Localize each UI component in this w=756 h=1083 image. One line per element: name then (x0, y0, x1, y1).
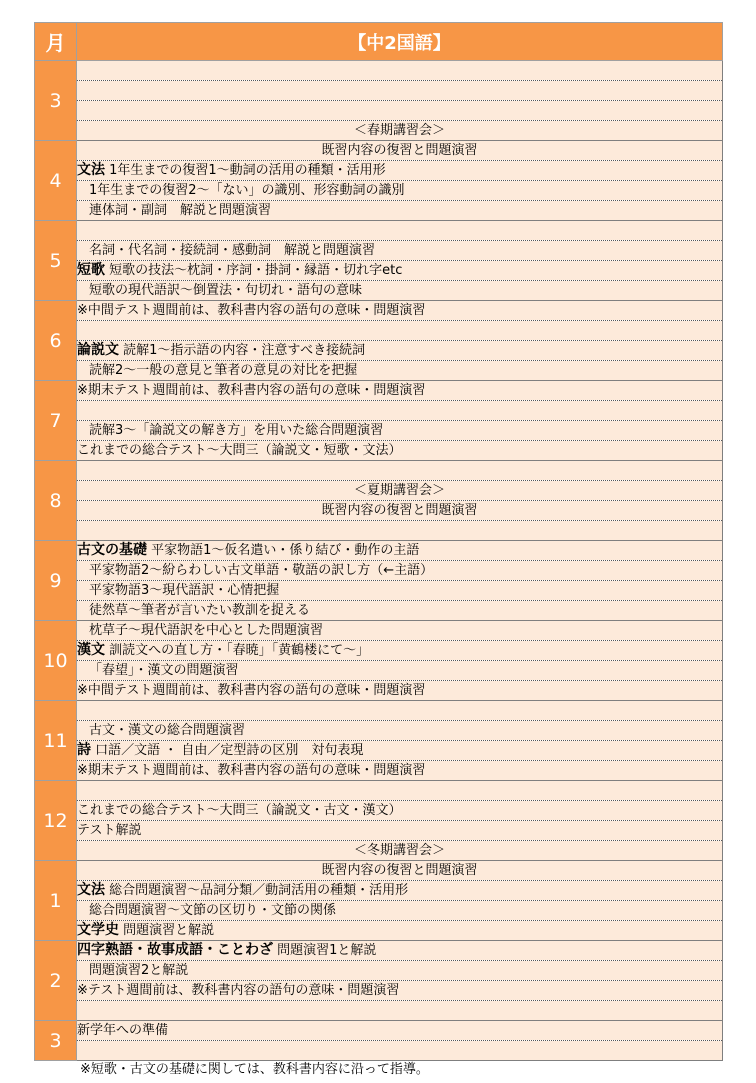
topic-label: 短歌 (77, 262, 105, 278)
table-row (35, 801, 723, 821)
table-row (35, 321, 723, 341)
schedule-line (77, 741, 723, 761)
table-row (35, 461, 723, 481)
table-row (35, 781, 723, 801)
line-text: 枕草子～現代語訳を中心とした問題演習 (89, 623, 324, 638)
footnote: ※短歌・古文の基礎に関しては、教科書内容に沿って指導。 (80, 1062, 429, 1077)
line-text: 連体詞・副詞 解説と問題演習 (89, 203, 272, 218)
line-text: 訓読文への直し方・「春暁」「黄鶴楼にて～」 (105, 643, 370, 658)
schedule-line (77, 341, 723, 361)
line-text: ＜春期講習会＞ (353, 123, 445, 138)
table-row (35, 481, 723, 501)
schedule-line (77, 981, 723, 1001)
month-cell: 1 (35, 861, 77, 941)
line-text: 既習内容の復習と問題演習 (321, 503, 478, 518)
month-cell: 8 (35, 461, 77, 541)
line-text: ※中間テスト週間前は、教科書内容の語句の意味・問題演習 (77, 683, 426, 698)
schedule-line (77, 141, 723, 161)
table-row (35, 381, 723, 401)
schedule-line (77, 921, 723, 941)
table-row (35, 541, 723, 561)
table-row (35, 961, 723, 981)
table-row (35, 301, 723, 321)
schedule-line (77, 681, 723, 701)
schedule-line (77, 521, 723, 541)
table-row (35, 81, 723, 101)
month-cell: 11 (35, 701, 77, 781)
topic-label: 文法 (77, 882, 105, 898)
line-text: 問題演習1と解説 (273, 943, 377, 958)
line-text: 1年生までの復習2～「ない」の識別、形容動詞の識別 (89, 183, 405, 198)
schedule-line (77, 841, 723, 861)
table-row (35, 921, 723, 941)
schedule-line (77, 661, 723, 681)
month-cell: 9 (35, 541, 77, 621)
table-row (35, 501, 723, 521)
line-text: 徒然草～筆者が言いたい教訓を捉える (89, 603, 311, 618)
table-row (35, 101, 723, 121)
table-row (35, 761, 723, 781)
line-text: ※中間テスト週間前は、教科書内容の語句の意味・問題演習 (77, 303, 426, 318)
schedule-line (77, 441, 723, 461)
schedule-line (77, 641, 723, 661)
table-row (35, 221, 723, 241)
table-row (35, 741, 723, 761)
schedule-line (77, 281, 723, 301)
table-row (35, 121, 723, 141)
table-row (35, 821, 723, 841)
month-cell: 3 (35, 61, 77, 141)
topic-label: 文法 (77, 162, 105, 178)
table-row (35, 441, 723, 461)
schedule-line (77, 721, 723, 741)
line-text: ＜冬期講習会＞ (353, 843, 445, 858)
table-row (35, 281, 723, 301)
table-row (35, 61, 723, 81)
schedule-line (77, 101, 723, 121)
schedule-line (77, 161, 723, 181)
schedule-line (77, 1021, 723, 1041)
schedule-line (77, 1041, 723, 1061)
table-row (35, 981, 723, 1001)
table-row (35, 641, 723, 661)
topic-label: 古文の基礎 (77, 542, 147, 558)
schedule-line (77, 81, 723, 101)
line-text: 既習内容の復習と問題演習 (321, 863, 478, 878)
schedule-line (77, 541, 723, 561)
line-text: 既習内容の復習と問題演習 (321, 143, 478, 158)
line-text: 総合問題演習～文節の区切り・文節の関係 (89, 903, 337, 918)
table-row (35, 601, 723, 621)
schedule-line (77, 381, 723, 401)
month-cell: 6 (35, 301, 77, 381)
line-text: ※テスト週間前は、教科書内容の語句の意味・問題演習 (77, 983, 400, 998)
table-row (35, 521, 723, 541)
schedule-line (77, 221, 723, 241)
month-cell: 12 (35, 781, 77, 861)
month-cell: 5 (35, 221, 77, 301)
schedule-line (77, 861, 723, 881)
table-row (35, 201, 723, 221)
schedule-line (77, 61, 723, 81)
schedule-line (77, 561, 723, 581)
schedule-line (77, 321, 723, 341)
table-row (35, 661, 723, 681)
month-cell: 2 (35, 941, 77, 1021)
table-title: 【中2国語】 (77, 23, 723, 61)
table-row (35, 181, 723, 201)
line-text: 名詞・代名詞・接続詞・感動詞 解説と問題演習 (89, 243, 376, 258)
schedule-line (77, 261, 723, 281)
line-text: 1年生までの復習1～動詞の活用の種類・活用形 (105, 163, 386, 178)
schedule-line (77, 941, 723, 961)
schedule-line (77, 961, 723, 981)
topic-label: 四字熟語・故事成語・ことわざ (77, 942, 273, 958)
schedule-line (77, 901, 723, 921)
line-text: これまでの総合テスト～大問三（論説文・短歌・文法） (77, 443, 402, 458)
line-text: 古文・漢文の総合問題演習 (89, 723, 246, 738)
table-row (35, 1041, 723, 1061)
table-row (35, 261, 723, 281)
schedule-line (77, 761, 723, 781)
line-text: これまでの総合テスト～大問三（論説文・古文・漢文） (77, 803, 402, 818)
schedule-line (77, 421, 723, 441)
schedule-line (77, 461, 723, 481)
table-row (35, 341, 723, 361)
table-row (35, 941, 723, 961)
schedule-line (77, 881, 723, 901)
line-text: 読解3～「論説文の解き方」を用いた総合問題演習 (89, 423, 384, 438)
table-row (35, 721, 723, 741)
month-column-header: 月 (35, 23, 77, 61)
table-row (35, 421, 723, 441)
schedule-line (77, 581, 723, 601)
table-row (35, 581, 723, 601)
schedule-line (77, 201, 723, 221)
schedule-line (77, 821, 723, 841)
topic-label: 文学史 (77, 922, 119, 938)
schedule-line (77, 601, 723, 621)
schedule-line (77, 621, 723, 641)
line-text: ※期末テスト週間前は、教科書内容の語句の意味・問題演習 (77, 383, 426, 398)
line-text: 平家物語3～現代語訳・心情把握 (89, 583, 280, 598)
schedule-line (77, 301, 723, 321)
schedule-line (77, 181, 723, 201)
table-row (35, 861, 723, 881)
schedule-line (77, 781, 723, 801)
schedule-line (77, 121, 723, 141)
schedule-line (77, 241, 723, 261)
schedule-line (77, 401, 723, 421)
table-row (35, 701, 723, 721)
line-text: 短歌の技法～枕詞・序詞・掛詞・縁語・切れ字etc (105, 263, 403, 278)
line-text: ＜夏期講習会＞ (353, 483, 445, 498)
schedule-line (77, 481, 723, 501)
table-row (35, 901, 723, 921)
schedule-line (77, 701, 723, 721)
table-row (35, 361, 723, 381)
line-text: 問題演習と解説 (119, 923, 215, 938)
line-text: 平家物語1～仮名遣い・係り結び・動作の主語 (147, 543, 420, 558)
schedule-line (77, 501, 723, 521)
table-row (35, 621, 723, 641)
table-row (35, 561, 723, 581)
month-cell: 3 (35, 1021, 77, 1061)
line-text: 平家物語2～紛らわしい古文単語・敬語の訳し方（←主語） (89, 563, 434, 578)
line-text: 読解2～一般の意見と筆者の意見の対比を把握 (89, 363, 358, 378)
topic-label: 漢文 (77, 642, 105, 658)
line-text: 新学年への準備 (77, 1023, 169, 1038)
topic-label: 論説文 (77, 342, 119, 358)
table-row (35, 141, 723, 161)
line-text: ※期末テスト週間前は、教科書内容の語句の意味・問題演習 (77, 763, 426, 778)
line-text: 口語／文語 ・ 自由／定型詩の区別 対句表現 (91, 743, 364, 758)
month-cell: 4 (35, 141, 77, 221)
table-row (35, 841, 723, 861)
month-cell: 7 (35, 381, 77, 461)
table-row (35, 161, 723, 181)
table-row (35, 241, 723, 261)
line-text: 総合問題演習～品詞分類／動詞活用の種類・活用形 (105, 883, 409, 898)
line-text: テスト解説 (77, 823, 142, 838)
table-row (35, 681, 723, 701)
schedule-body (35, 61, 723, 1061)
line-text: 問題演習2と解説 (89, 963, 189, 978)
line-text: 読解1～指示語の内容・注意すべき接続詞 (119, 343, 366, 358)
line-text: 「春望」・漢文の問題演習 (89, 663, 239, 678)
table-row (35, 401, 723, 421)
line-text: 短歌の現代語訳～倒置法・句切れ・語句の意味 (89, 283, 363, 298)
topic-label: 詩 (77, 742, 91, 758)
table-row (35, 881, 723, 901)
table-row (35, 1001, 723, 1021)
schedule-table (34, 22, 723, 1061)
schedule-line (77, 1001, 723, 1021)
schedule-line (77, 801, 723, 821)
table-row (35, 1021, 723, 1041)
table-header-row (35, 23, 723, 61)
month-cell: 10 (35, 621, 77, 701)
schedule-line (77, 361, 723, 381)
